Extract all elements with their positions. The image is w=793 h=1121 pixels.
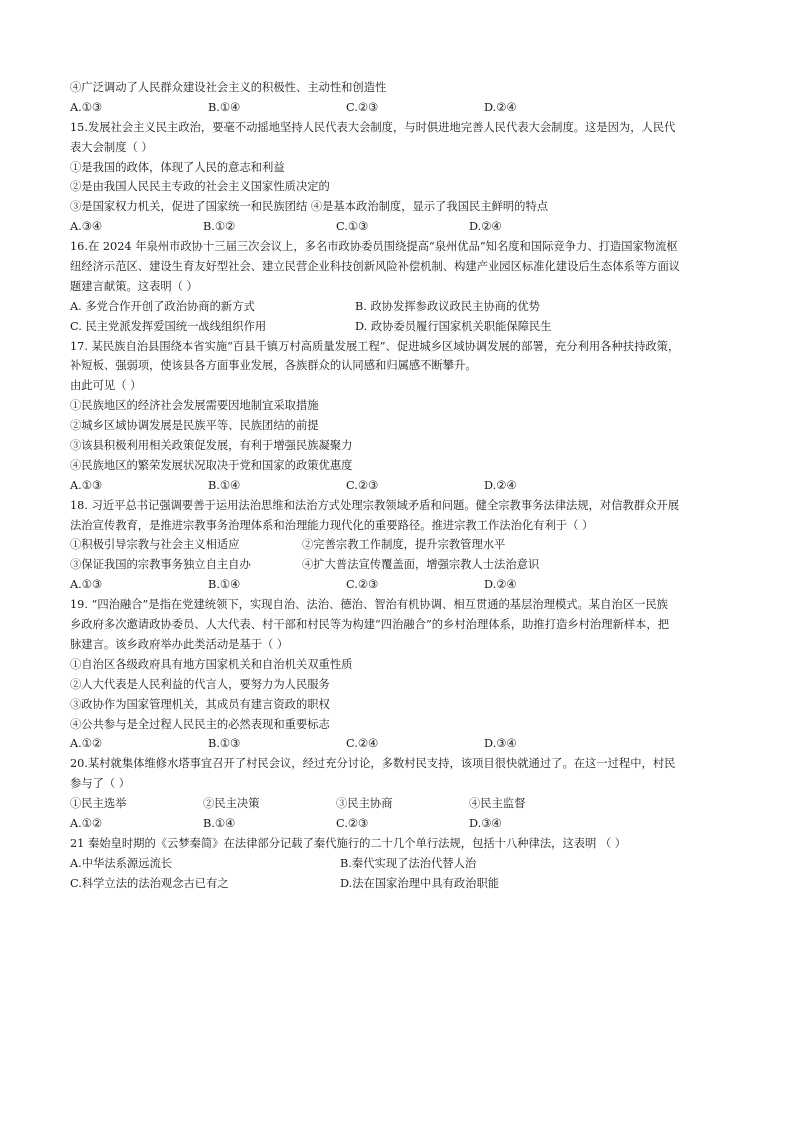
question-stem-cont: 参与了（ ） bbox=[70, 777, 131, 791]
answer-options bbox=[70, 476, 730, 496]
question-stem-cont: 脉建言。该乡政府举办此类活动是基于（ ） bbox=[70, 637, 289, 651]
option-b: B.①④ bbox=[208, 100, 241, 114]
statement-4: ④广泛调动了人民群众建设社会主义的积极性、主动性和创造性 bbox=[70, 81, 387, 94]
option-b: B.①④ bbox=[203, 816, 236, 830]
question-18 bbox=[70, 496, 730, 595]
statements bbox=[70, 794, 730, 814]
question-stem-cont: 由此可见（ ） bbox=[70, 379, 142, 393]
statement-1: ①积极引导宗教与社会主义相适应 bbox=[70, 538, 240, 552]
option-d: D.②④ bbox=[469, 220, 502, 234]
statements-3-4 bbox=[70, 555, 730, 575]
statement-2: ②民主决策 bbox=[203, 797, 260, 811]
question-16 bbox=[70, 237, 730, 336]
option-c: C.②③ bbox=[336, 816, 369, 830]
question-stem-cont: 表大会制度（ ） bbox=[70, 140, 153, 154]
statements-1-2 bbox=[70, 535, 730, 555]
option-a: A.中华法系源远流长 bbox=[70, 856, 173, 870]
question-stem: 21 秦始皇时期的《云梦秦简》在法律部分记载了秦代施行的二十几个单行法规，包括十八种律法，这表明 （ ） bbox=[70, 836, 627, 850]
option-c: C.②③ bbox=[346, 478, 379, 492]
option-a: A.①② bbox=[70, 737, 103, 751]
answer-options-ab bbox=[70, 297, 730, 317]
statement-3-4: ③是国家权力机关，促进了国家统一和民族团结 ④是基本政治制度，显示了我国民主鲜明的特点 bbox=[70, 200, 549, 214]
question-stem: 17. 某民族自治县围绕本省实施“百县千镇万村高质量发展工程”、促进城乡区域协调发展的部署，充分利用各种扶持政策， bbox=[70, 339, 680, 353]
question-stem: 18. 习近平总书记强调要善于运用法治思维和法治方式处理宗教领域矛盾和问题。健全宗教事务法律法规，对信教群众开展 bbox=[70, 498, 679, 512]
option-b: B.秦代实现了法治代替人治 bbox=[340, 856, 477, 870]
option-b: B.①④ bbox=[208, 578, 241, 592]
statement-3: ③保证我国的宗教事务独立自主自办 bbox=[70, 558, 251, 572]
option-d: D.法在国家治理中具有政治职能 bbox=[340, 876, 500, 890]
statement-3: ③政协作为国家管理机关，其成员有建言资政的职权 bbox=[70, 697, 330, 711]
answer-options bbox=[70, 734, 730, 754]
option-c: C.②③ bbox=[346, 100, 379, 114]
statement-4: ④扩大普法宣传覆盖面，增强宗教人士法治意识 bbox=[302, 558, 540, 572]
statement-2: ②城乡区域协调发展是民族平等、民族团结的前提 bbox=[70, 419, 319, 433]
statement-1: ①是我国的政体，体现了人民的意志和利益 bbox=[70, 160, 285, 174]
option-d: D.②④ bbox=[484, 478, 517, 492]
question-15 bbox=[70, 118, 730, 237]
statement-1: ①自治区各级政府具有地方国家机关和自治机关双重性质 bbox=[70, 657, 353, 671]
answer-options bbox=[70, 814, 730, 834]
statement-4: ④民主监督 bbox=[469, 797, 526, 811]
option-d: D.③④ bbox=[484, 737, 517, 751]
exam-page bbox=[70, 78, 730, 894]
option-a: A.①② bbox=[70, 816, 103, 830]
answer-options bbox=[70, 217, 730, 237]
answer-options bbox=[70, 98, 730, 118]
question-stem-cont: 题建言献策。这表明（ ） bbox=[70, 279, 198, 293]
option-d: D.③④ bbox=[469, 816, 502, 830]
statement-2: ②人大代表是人民利益的代言人，要努力为人民服务 bbox=[70, 677, 330, 691]
statement-3: ③民主协商 bbox=[336, 797, 393, 811]
option-c: C.②③ bbox=[346, 578, 379, 592]
option-b: B.①③ bbox=[208, 737, 241, 751]
answer-options-ab bbox=[70, 854, 730, 874]
option-a: A. 多党合作开创了政治协商的新方式 bbox=[70, 299, 255, 313]
option-a: A.③④ bbox=[70, 220, 103, 234]
answer-options-cd bbox=[70, 874, 730, 894]
option-b: B.①④ bbox=[208, 478, 241, 492]
question-stem-cont: 纽经济示范区、建设生育友好型社会、建立民营企业科技创新风险补偿机制、构建产业园区标准化建设后生态体系等方面议 bbox=[70, 260, 681, 274]
question-17 bbox=[70, 337, 730, 496]
question-20 bbox=[70, 754, 730, 834]
statement-2: ②完善宗教工作制度，提升宗教管理水平 bbox=[302, 538, 506, 552]
option-b: B.①② bbox=[203, 220, 236, 234]
question-stem: 16.在 2024 年泉州市政协十三届三次会议上，多名市政协委员围绕提高“泉州优品”知名度和国际竞争力、打造国家物流枢 bbox=[70, 240, 678, 254]
option-b: B. 政协发挥参政议政民主协商的优势 bbox=[355, 299, 540, 313]
question-stem-cont: 乡政府多次邀请政协委员、人大代表、村干部和村民等为构建“四治融合”的乡村治理体系，助推打造乡村治理新样本，把 bbox=[70, 618, 669, 632]
option-c: C.①③ bbox=[336, 220, 369, 234]
question-stem: 20.某村就集体维修水塔事宜召开了村民会议，经过充分讨论，多数村民支持，该项目很快就通过了。在这一过程中，村民 bbox=[70, 757, 676, 771]
statement-2: ②是由我国人民民主专政的社会主义国家性质决定的 bbox=[70, 180, 330, 194]
answer-options-cd bbox=[70, 317, 730, 337]
statement-1: ①民族地区的经济社会发展需要因地制宜采取措施 bbox=[70, 399, 319, 413]
option-d: D.②④ bbox=[484, 100, 517, 114]
question-stem: 15.发展社会主义民主政治，要毫不动摇地坚持人民代表大会制度，与时俱进地完善人民代表大会制度。这是因为，人民代 bbox=[70, 120, 676, 134]
option-a: A.①③ bbox=[70, 478, 103, 492]
option-c: C. 民主党派发挥爱国统一战线组织作用 bbox=[70, 319, 267, 333]
statement-4: ④公共参与是全过程人民民主的必然表现和重要标志 bbox=[70, 717, 330, 731]
question-19 bbox=[70, 595, 730, 754]
question-stem: 19. “四治融合”是指在党建统领下，实现自治、法治、德治、智治有机协调、相互贯通的基层治理模式。某自治区一民族 bbox=[70, 598, 668, 612]
option-c: C.科学立法的法治观念古已有之 bbox=[70, 876, 229, 890]
question-stem-cont: 法治宣传教育，是推进宗教事务治理体系和治理能力现代化的重要路径。推进宗教工作法治化有利于（ ） bbox=[70, 518, 594, 532]
option-d: D. 政协委员履行国家机关职能保障民生 bbox=[355, 319, 552, 333]
statement-3: ③该县积极利用相关政策促发展，有利于增强民族凝聚力 bbox=[70, 439, 353, 453]
statement-4: ④民族地区的繁荣发展状况取决于党和国家的政策优惠度 bbox=[70, 458, 353, 472]
statement-1: ①民主选举 bbox=[70, 797, 127, 811]
answer-options bbox=[70, 575, 730, 595]
option-a: A.①③ bbox=[70, 100, 103, 114]
question-21 bbox=[70, 834, 730, 894]
option-d: D.②④ bbox=[484, 578, 517, 592]
option-c: C.②④ bbox=[346, 737, 379, 751]
question-stem-cont: 补短板、强弱项，使该县各方面事业发展，各族群众的认同感和归属感不断攀升。 bbox=[70, 359, 477, 373]
option-a: A.①③ bbox=[70, 578, 103, 592]
